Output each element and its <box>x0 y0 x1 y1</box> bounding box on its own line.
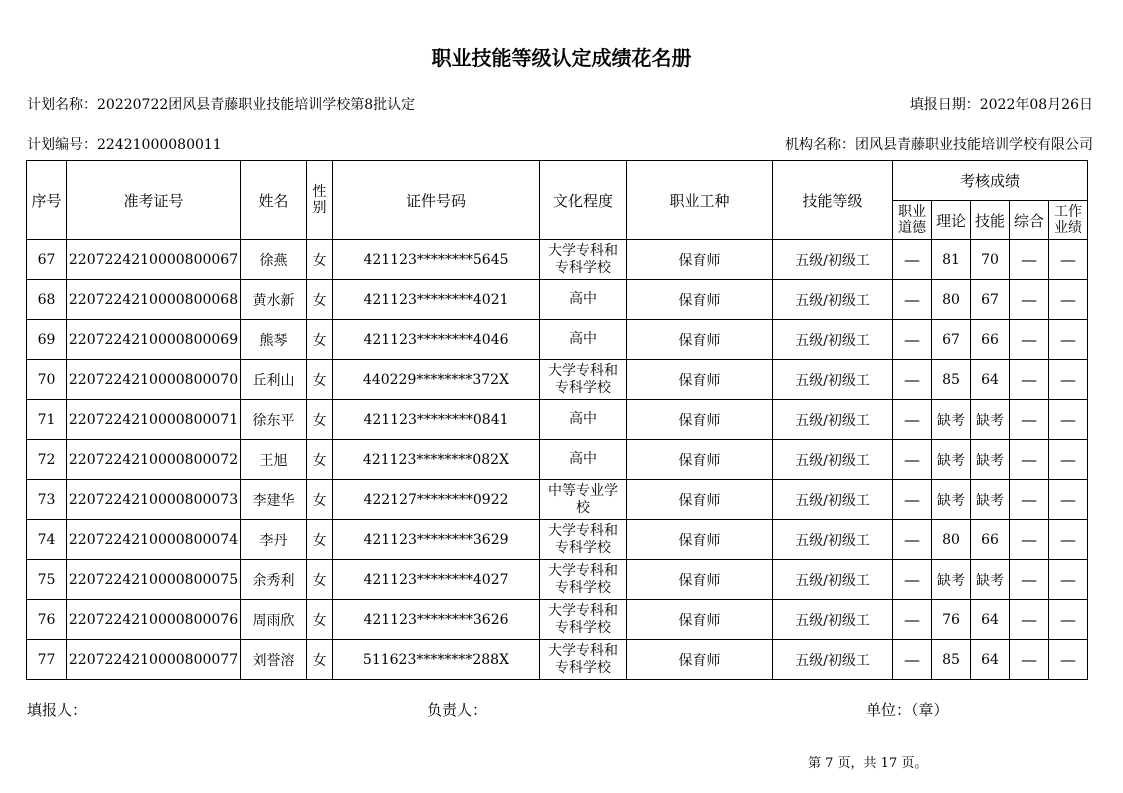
header-work: 工作 业绩 <box>1049 201 1088 240</box>
cell-level: 五级/初级工 <box>773 600 893 640</box>
cell-seq: 73 <box>27 480 67 520</box>
cell-gender: 女 <box>307 520 333 560</box>
cell-work: — <box>1049 320 1088 360</box>
cell-ticket: 2207224210000800072 <box>67 440 241 480</box>
cell-name: 李建华 <box>241 480 307 520</box>
cell-level: 五级/初级工 <box>773 640 893 680</box>
cell-work: — <box>1049 440 1088 480</box>
cell-level: 五级/初级工 <box>773 360 893 400</box>
cell-job: 保育师 <box>627 240 773 280</box>
cell-job: 保育师 <box>627 640 773 680</box>
header-scores: 考核成绩 <box>893 161 1088 201</box>
cell-work: — <box>1049 280 1088 320</box>
cell-job: 保育师 <box>627 600 773 640</box>
table-row <box>27 560 1088 600</box>
cell-comp: — <box>1010 320 1049 360</box>
header-theory: 理论 <box>932 201 971 240</box>
table-row <box>27 240 1088 280</box>
cell-edu: 大学专科和 专科学校 <box>540 600 627 640</box>
cell-comp: — <box>1010 360 1049 400</box>
cell-job: 保育师 <box>627 360 773 400</box>
cell-edu: 高中 <box>540 400 627 440</box>
manager-label: 负责人： <box>427 701 488 719</box>
header-name: 姓名 <box>241 161 307 240</box>
table-row <box>27 440 1088 480</box>
cell-job: 保育师 <box>627 480 773 520</box>
cell-job: 保育师 <box>627 280 773 320</box>
cell-skill: 67 <box>971 280 1010 320</box>
org-name: 机构名称：团风县青藤职业技能培训学校有限公司 <box>785 137 1093 153</box>
cell-level: 五级/初级工 <box>773 400 893 440</box>
cell-id: 421123********082X <box>333 440 540 480</box>
cell-name: 徐燕 <box>241 240 307 280</box>
cell-theory: 85 <box>932 640 971 680</box>
cell-level: 五级/初级工 <box>773 520 893 560</box>
cell-work: — <box>1049 600 1088 640</box>
cell-job: 保育师 <box>627 320 773 360</box>
cell-theory: 缺考 <box>932 400 971 440</box>
cell-name: 徐东平 <box>241 400 307 440</box>
cell-skill: 70 <box>971 240 1010 280</box>
cell-ticket: 2207224210000800073 <box>67 480 241 520</box>
cell-id: 511623********288X <box>333 640 540 680</box>
cell-id: 422127********0922 <box>333 480 540 520</box>
cell-comp: — <box>1010 520 1049 560</box>
cell-seq: 67 <box>27 240 67 280</box>
table-row <box>27 640 1088 680</box>
cell-edu: 大学专科和 专科学校 <box>540 360 627 400</box>
cell-name: 丘利山 <box>241 360 307 400</box>
unit-label: 单位：（章） <box>866 701 949 719</box>
cell-id: 421123********4046 <box>333 320 540 360</box>
cell-ethics: — <box>893 560 932 600</box>
cell-skill: 64 <box>971 640 1010 680</box>
table-row <box>27 360 1088 400</box>
header-ethics: 职业 道德 <box>893 201 932 240</box>
cell-edu: 高中 <box>540 440 627 480</box>
cell-gender: 女 <box>307 480 333 520</box>
cell-theory: 81 <box>932 240 971 280</box>
cell-name: 刘誉溶 <box>241 640 307 680</box>
cell-seq: 74 <box>27 520 67 560</box>
header-id: 证件号码 <box>333 161 540 240</box>
cell-level: 五级/初级工 <box>773 480 893 520</box>
header-ticket: 准考证号 <box>67 161 241 240</box>
cell-ethics: — <box>893 640 932 680</box>
cell-edu: 大学专科和 专科学校 <box>540 520 627 560</box>
cell-ethics: — <box>893 440 932 480</box>
cell-ticket: 2207224210000800075 <box>67 560 241 600</box>
cell-gender: 女 <box>307 440 333 480</box>
header-comp: 综合 <box>1010 201 1049 240</box>
cell-comp: — <box>1010 440 1049 480</box>
cell-ticket: 2207224210000800068 <box>67 280 241 320</box>
cell-job: 保育师 <box>627 520 773 560</box>
cell-comp: — <box>1010 280 1049 320</box>
cell-id: 421123********3629 <box>333 520 540 560</box>
cell-ethics: — <box>893 400 932 440</box>
cell-theory: 缺考 <box>932 480 971 520</box>
cell-name: 黄水新 <box>241 280 307 320</box>
cell-work: — <box>1049 560 1088 600</box>
header-job: 职业工种 <box>627 161 773 240</box>
cell-skill: 缺考 <box>971 480 1010 520</box>
filler-label: 填报人： <box>27 701 88 719</box>
cell-edu: 大学专科和 专科学校 <box>540 640 627 680</box>
cell-name: 余秀利 <box>241 560 307 600</box>
cell-ethics: — <box>893 320 932 360</box>
cell-name: 熊琴 <box>241 320 307 360</box>
table-row <box>27 520 1088 560</box>
cell-ticket: 2207224210000800069 <box>67 320 241 360</box>
table-row <box>27 320 1088 360</box>
cell-work: — <box>1049 640 1088 680</box>
cell-name: 周雨欣 <box>241 600 307 640</box>
cell-name: 李丹 <box>241 520 307 560</box>
cell-ethics: — <box>893 600 932 640</box>
cell-ethics: — <box>893 480 932 520</box>
cell-skill: 缺考 <box>971 440 1010 480</box>
table-row <box>27 280 1088 320</box>
cell-gender: 女 <box>307 400 333 440</box>
cell-ethics: — <box>893 240 932 280</box>
cell-work: — <box>1049 520 1088 560</box>
cell-theory: 85 <box>932 360 971 400</box>
fill-date: 填报日期：2022年08月26日 <box>909 97 1093 113</box>
cell-gender: 女 <box>307 600 333 640</box>
table-row <box>27 600 1088 640</box>
cell-level: 五级/初级工 <box>773 240 893 280</box>
cell-edu: 高中 <box>540 320 627 360</box>
cell-ticket: 2207224210000800076 <box>67 600 241 640</box>
cell-job: 保育师 <box>627 400 773 440</box>
cell-gender: 女 <box>307 320 333 360</box>
cell-level: 五级/初级工 <box>773 440 893 480</box>
cell-skill: 缺考 <box>971 560 1010 600</box>
cell-name: 王旭 <box>241 440 307 480</box>
cell-ethics: — <box>893 520 932 560</box>
document-title: 职业技能等级认定成绩花名册 <box>431 46 692 70</box>
cell-work: — <box>1049 400 1088 440</box>
cell-skill: 66 <box>971 320 1010 360</box>
cell-gender: 女 <box>307 280 333 320</box>
cell-id: 421123********0841 <box>333 400 540 440</box>
cell-skill: 64 <box>971 600 1010 640</box>
cell-id: 421123********5645 <box>333 240 540 280</box>
cell-seq: 69 <box>27 320 67 360</box>
cell-work: — <box>1049 240 1088 280</box>
cell-ticket: 2207224210000800074 <box>67 520 241 560</box>
cell-level: 五级/初级工 <box>773 320 893 360</box>
header-edu: 文化程度 <box>540 161 627 240</box>
page-number: 第 7 页，共 17 页。 <box>808 756 928 771</box>
cell-job: 保育师 <box>627 560 773 600</box>
cell-gender: 女 <box>307 560 333 600</box>
cell-theory: 76 <box>932 600 971 640</box>
header-level: 技能等级 <box>773 161 893 240</box>
cell-gender: 女 <box>307 240 333 280</box>
cell-ticket: 2207224210000800067 <box>67 240 241 280</box>
cell-id: 421123********3626 <box>333 600 540 640</box>
cell-comp: — <box>1010 600 1049 640</box>
cell-ticket: 2207224210000800071 <box>67 400 241 440</box>
cell-comp: — <box>1010 480 1049 520</box>
header-skill: 技能 <box>971 201 1010 240</box>
table-row <box>27 480 1088 520</box>
cell-seq: 76 <box>27 600 67 640</box>
cell-id: 421123********4021 <box>333 280 540 320</box>
cell-job: 保育师 <box>627 440 773 480</box>
cell-edu: 中等专业学 校 <box>540 480 627 520</box>
plan-name: 计划名称：20220722团风县青藤职业技能培训学校第8批认定 <box>27 97 416 113</box>
cell-comp: — <box>1010 640 1049 680</box>
cell-skill: 66 <box>971 520 1010 560</box>
header-gender: 性 别 <box>307 161 333 240</box>
cell-edu: 大学专科和 专科学校 <box>540 560 627 600</box>
cell-theory: 缺考 <box>932 560 971 600</box>
cell-work: — <box>1049 360 1088 400</box>
cell-theory: 80 <box>932 280 971 320</box>
cell-seq: 71 <box>27 400 67 440</box>
cell-theory: 67 <box>932 320 971 360</box>
cell-seq: 68 <box>27 280 67 320</box>
cell-edu: 大学专科和 专科学校 <box>540 240 627 280</box>
cell-seq: 75 <box>27 560 67 600</box>
cell-theory: 80 <box>932 520 971 560</box>
cell-gender: 女 <box>307 640 333 680</box>
cell-seq: 72 <box>27 440 67 480</box>
table-row <box>27 400 1088 440</box>
cell-ethics: — <box>893 280 932 320</box>
plan-number: 计划编号：22421000080011 <box>27 137 222 153</box>
cell-skill: 缺考 <box>971 400 1010 440</box>
cell-comp: — <box>1010 560 1049 600</box>
cell-id: 440229********372X <box>333 360 540 400</box>
cell-skill: 64 <box>971 360 1010 400</box>
cell-level: 五级/初级工 <box>773 280 893 320</box>
cell-theory: 缺考 <box>932 440 971 480</box>
cell-ticket: 2207224210000800070 <box>67 360 241 400</box>
cell-level: 五级/初级工 <box>773 560 893 600</box>
cell-comp: — <box>1010 240 1049 280</box>
cell-edu: 高中 <box>540 280 627 320</box>
cell-comp: — <box>1010 400 1049 440</box>
cell-seq: 70 <box>27 360 67 400</box>
header-seq: 序号 <box>27 161 67 240</box>
cell-work: — <box>1049 480 1088 520</box>
cell-ethics: — <box>893 360 932 400</box>
cell-gender: 女 <box>307 360 333 400</box>
score-table <box>26 160 1088 680</box>
cell-seq: 77 <box>27 640 67 680</box>
cell-id: 421123********4027 <box>333 560 540 600</box>
cell-ticket: 2207224210000800077 <box>67 640 241 680</box>
